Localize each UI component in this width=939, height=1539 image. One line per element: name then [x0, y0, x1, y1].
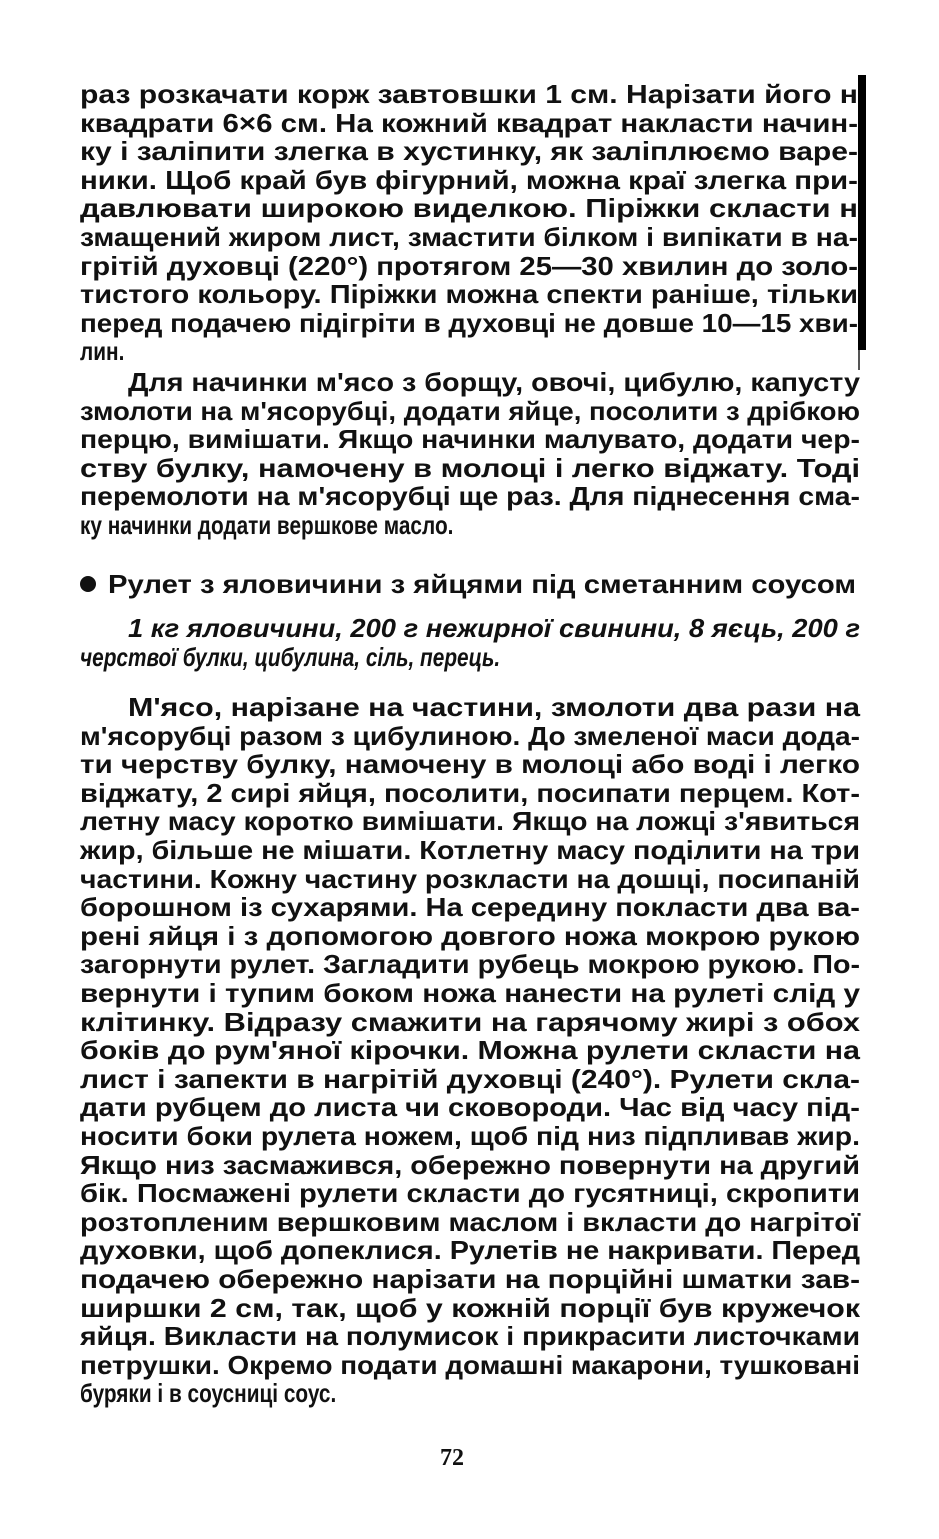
paragraph3-line: летну масу коротко вимішати. Якщо на ложці з'явиться	[80, 806, 861, 837]
paragraph1-line: ку і заліпити злегка в хустинку, як заліплюємо варе-	[80, 136, 859, 167]
paragraph2-line: ству булку, намочену в молоці і легко віджату. Тоді	[80, 452, 861, 483]
paragraph3-line: частини. Кожну частину розкласти на дошці, посипаній	[80, 863, 861, 894]
paragraph3-line: ти черству булку, намочену в молоці або воді і легко	[80, 749, 860, 780]
paragraph3-line: віджату, 2 сирі яйця, посолити, посипати перцем. Кот-	[80, 777, 861, 808]
paragraph1-line: перед подачею підігріти в духовці не довше 10—15 хви-	[80, 307, 858, 338]
paragraph2-line: перемолоти на м'ясорубці ще раз. Для піднесення сма-	[80, 481, 861, 512]
paragraph1-line: тистого кольору. Піріжки можна спекти раніше, тільки	[80, 279, 858, 310]
paragraph3-line: буряки і в соусниці соус.	[80, 1378, 337, 1409]
paragraph2-line: перцю, вимішати. Якщо начинки малувато, додати чер-	[80, 424, 860, 455]
paragraph3-line: носити боки рулета ножем, щоб під низ підпливав жир.	[80, 1121, 860, 1151]
paragraph3-line: яйця. Викласти на полумисок і прикрасити листочками	[80, 1321, 861, 1352]
paragraph3-line: жир, більше не мішати. Котлетну масу поділити на три	[80, 835, 861, 865]
paragraph3-line: загорнути рулет. Загладити рубець мокрою рукою. По-	[80, 949, 861, 980]
paragraph3-line: бік. Посмажені рулети скласти до гусятниці, скропити	[80, 1178, 861, 1209]
paragraph3-line: ширшки 2 см, так, щоб у кожній порції був кружечок	[80, 1292, 860, 1323]
paragraph3-line: лист і запекти в нагрітій духовці (240°). Рулети скла-	[80, 1063, 860, 1094]
paragraph1-line: лин.	[80, 336, 125, 367]
paragraph3-line: рені яйця і з допомогою довгого ножа мокрою рукою	[80, 920, 861, 951]
paragraph3-line: боків до рум'яної кірочки. Можна рулети скласти на	[80, 1035, 860, 1066]
paragraph1-line: давлювати широкою виделкою. Піріжки скласти н	[80, 193, 858, 224]
paragraph1-line: квадрати 6×6 см. На кожний квадрат накласти начин-	[80, 107, 859, 138]
paragraph3-line: подачею обережно нарізати на порційні шматки зав-	[80, 1264, 861, 1294]
filled-circle-bullet-icon	[80, 576, 96, 592]
paragraph3-line: духовки, щоб допеклися. Рулетів не накривати. Перед	[80, 1235, 861, 1266]
paragraph1-line: грітій духовці (220°) протягом 25—30 хвилин до золо-	[80, 250, 859, 281]
paragraph1-line: ники. Щоб край був фігурний, можна краї злегка при-	[80, 164, 858, 195]
paragraph3-line: Якщо низ засмажився, обережно повернути на другий	[80, 1149, 861, 1180]
paragraph2-line: ку начинки додати вершкове масло.	[80, 510, 454, 540]
paragraph1-line: змащений жиром лист, змастити білком і випікати в на-	[80, 222, 859, 252]
paragraph2-line: Для начинки м'ясо з борщу, овочі, цибулю, капусту	[128, 367, 861, 397]
paragraph3-line: петрушки. Окремо подати домашні макарони, тушковані	[80, 1349, 860, 1380]
recipe-title	[80, 570, 860, 599]
paragraph3-line: клітинку. Відразу смажити на гарячому жирі з обох	[80, 1006, 860, 1037]
paragraph3-line: дати рубцем до листа чи сковороди. Час від часу під-	[80, 1092, 860, 1123]
paragraph3-line: вернути і тупим боком ножа нанести на рулеті слід у	[80, 978, 861, 1008]
paragraph2-line: змолоти на м'ясорубці, додати яйце, посолити з дрібкою	[80, 395, 860, 426]
paragraph3-line: м'ясорубці разом з цибулиною. До змеленої маси дода-	[80, 720, 860, 751]
paragraph1-line: раз розкачати корж завтовшки 1 см. Нарізати його н	[80, 79, 858, 109]
paragraph3-line: М'ясо, нарізане на частини, змолоти два рази на	[128, 692, 861, 722]
paragraph3-line: борошном із сухарями. На середину покласти два ва-	[80, 892, 860, 923]
page-number: 72	[440, 1445, 464, 1471]
ingredients-line: 1 кг яловичини, 200 г нежирної свинини, 8 яєць, 200 г	[128, 613, 861, 643]
paragraph3-line: розтопленим вершковим маслом і вкласти до нагрітої	[80, 1206, 861, 1237]
recipe-title-text: Рулет з яловичини з яйцями під сметанним соусом	[108, 569, 857, 599]
ingredients-line: черствої булки, цибулина, сіль, перець.	[80, 642, 501, 672]
